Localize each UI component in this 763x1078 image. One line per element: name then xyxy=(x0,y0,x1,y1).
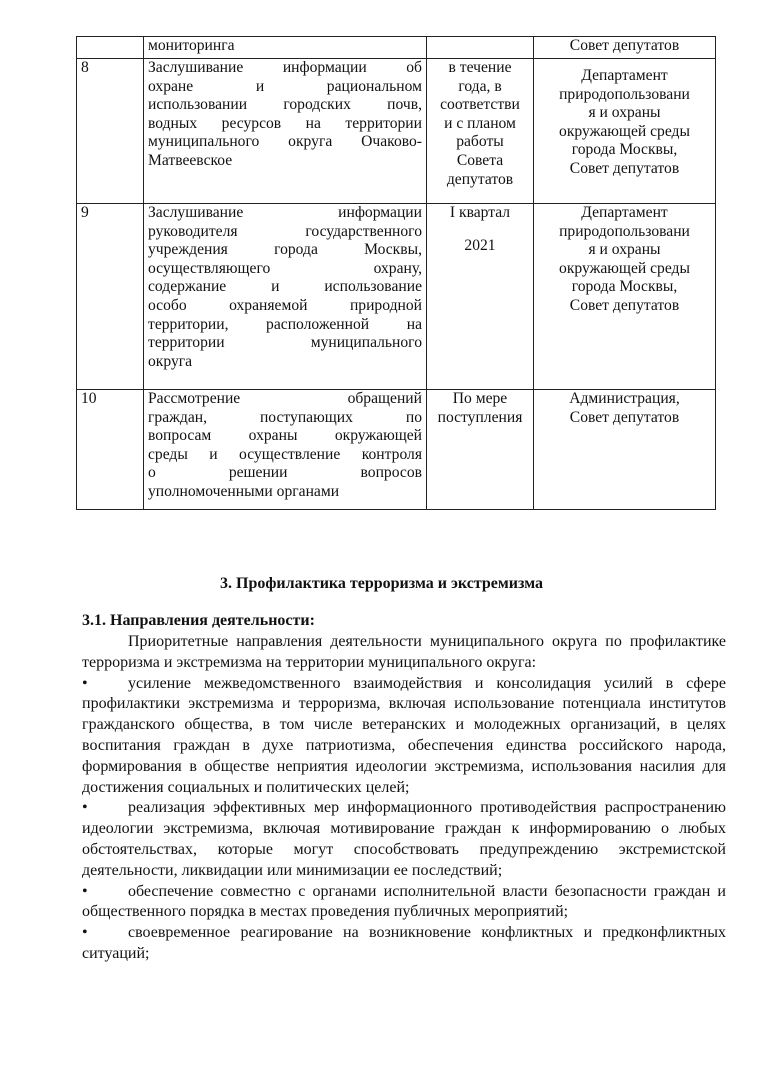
deadline-line: депутатов xyxy=(446,170,514,188)
description-line: учреждения города Москвы, xyxy=(148,241,422,259)
table-row xyxy=(77,37,716,59)
activity-description xyxy=(144,59,427,204)
bullet-item xyxy=(82,923,726,965)
deadline-line: По мере xyxy=(452,390,508,407)
description-line: мониторинга xyxy=(148,37,235,54)
responsible-line: города Москвы, xyxy=(571,141,678,159)
description-line: о решении вопросов xyxy=(148,464,422,482)
deadline-line: поступления xyxy=(437,408,523,426)
table-row xyxy=(77,204,716,390)
deadline-cell xyxy=(427,37,534,59)
row-number: 8 xyxy=(77,59,144,204)
bullet-item xyxy=(82,798,726,881)
responsible-cell xyxy=(534,59,716,204)
activity-description xyxy=(144,390,427,510)
description-line: водных ресурсов на территории xyxy=(148,114,422,132)
deadline-line: и с планом xyxy=(444,114,516,132)
bullet-list xyxy=(82,674,726,965)
responsible-cell xyxy=(534,390,716,510)
bullet-text: реализация эффективных мер информационного противодействия распространению идеологии экстремизма, включая мотивирование граждан к информированию о любых обстоятельствах, которые могут способствовать предупреждению экстремистской деятельности, ликвидации или минимизации ее последствий; xyxy=(82,799,726,879)
intro-paragraph: Приоритетные направления деятельности муниципального округа по профилактике терроризма и экстремизма на территории муниципального округа: xyxy=(82,633,726,671)
bullet-item xyxy=(82,882,726,924)
responsible-line: я и охраны xyxy=(588,241,661,259)
responsible-line: природопользовани xyxy=(559,222,690,240)
deadline-line: года, в xyxy=(458,77,502,95)
description-line: Заслушивание информации xyxy=(148,204,422,221)
description-line: округа xyxy=(148,352,193,370)
description-line: вопросам охраны окружающей xyxy=(148,427,422,445)
activity-description xyxy=(144,37,427,59)
description-line: муниципального округа Очаково- xyxy=(148,133,422,151)
description-line: уполномоченными органами xyxy=(148,482,340,500)
responsible-line: Совет депутатов xyxy=(569,37,680,54)
deadline-line: соответстви xyxy=(440,96,520,114)
bullet-icon: • xyxy=(82,882,88,900)
responsible-line: Администрация, xyxy=(569,390,680,407)
deadline-line: I квартал xyxy=(449,204,511,221)
description-line: Матвеевское xyxy=(148,151,233,169)
responsible-line: Совет депутатов xyxy=(569,159,680,177)
section-body xyxy=(82,632,726,965)
subsection-title: 3.1. Направления деятельности: xyxy=(82,612,315,629)
row-number: 10 xyxy=(77,390,144,510)
description-line: граждан, поступающих по xyxy=(148,408,422,426)
bullet-icon: • xyxy=(82,924,88,942)
description-line: руководителя государственного xyxy=(148,222,422,240)
responsible-cell xyxy=(534,37,716,59)
deadline-line xyxy=(431,223,529,237)
activity-description xyxy=(144,204,427,390)
deadline-line: в течение xyxy=(448,59,512,76)
responsible-line: города Москвы, xyxy=(571,278,678,296)
responsible-cell xyxy=(534,204,716,390)
bullet-icon: • xyxy=(82,674,88,692)
plan-table xyxy=(76,36,716,510)
description-line: осуществляющего охрану, xyxy=(148,259,422,277)
description-line: Заслушивание информации об xyxy=(148,59,422,76)
responsible-line: Совет депутатов xyxy=(569,296,680,314)
description-line: особо охраняемой природной xyxy=(148,296,422,314)
bullet-text: своевременное реагирование на возникновение конфликтных и предконфликтных ситуаций; xyxy=(82,924,726,962)
table-row xyxy=(77,59,716,204)
responsible-line: я и охраны xyxy=(588,104,661,122)
description-line: использовании городских почв, xyxy=(148,96,422,114)
deadline-line: 2021 xyxy=(464,236,496,254)
description-line: среды и осуществление контроля xyxy=(148,445,422,463)
bullet-icon: • xyxy=(82,799,88,817)
bullet-item xyxy=(82,674,726,799)
responsible-line: природопользовани xyxy=(559,85,690,103)
table-row xyxy=(77,390,716,510)
responsible-line: Департамент xyxy=(581,204,668,221)
deadline-cell xyxy=(427,204,534,390)
responsible-line: окружающей среды xyxy=(559,259,690,277)
row-number xyxy=(77,37,144,59)
row-number: 9 xyxy=(77,204,144,390)
description-line: территории, расположенной на xyxy=(148,315,422,333)
responsible-line: окружающей среды xyxy=(559,122,690,140)
bullet-text: обеспечение совместно с органами исполнительной власти безопасности граждан и общественного порядка в местах проведения публичных мероприятий; xyxy=(82,882,726,921)
deadline-cell xyxy=(427,59,534,204)
section-title: 3. Профилактика терроризма и экстремизма xyxy=(220,575,543,592)
responsible-line: Департамент xyxy=(581,67,668,84)
deadline-cell xyxy=(427,390,534,510)
responsible-line: Совет депутатов xyxy=(569,408,680,426)
description-line: территории муниципального xyxy=(148,334,422,352)
description-line: охране и рациональном xyxy=(148,77,422,95)
description-line: Рассмотрение обращений xyxy=(148,390,422,407)
deadline-line: Совета xyxy=(456,151,504,169)
description-line: содержание и использование xyxy=(148,278,422,296)
deadline-line xyxy=(431,37,529,56)
bullet-text: усиление межведомственного взаимодействия и консолидация усилий в сфере профилактики экстремизма и терроризма, включая использование потенциала институтов гражданского общества, в том числе ветеранских и молодежных организаций, в целях воспитания граждан в духе патриотизма, обеспечения единства российского народа, формирования в обществе неприятия идеологии экстремизма, использования насилия для достижения социальных и политических целей; xyxy=(82,674,726,796)
deadline-line: работы xyxy=(456,133,504,151)
plan-table-body xyxy=(77,37,716,510)
